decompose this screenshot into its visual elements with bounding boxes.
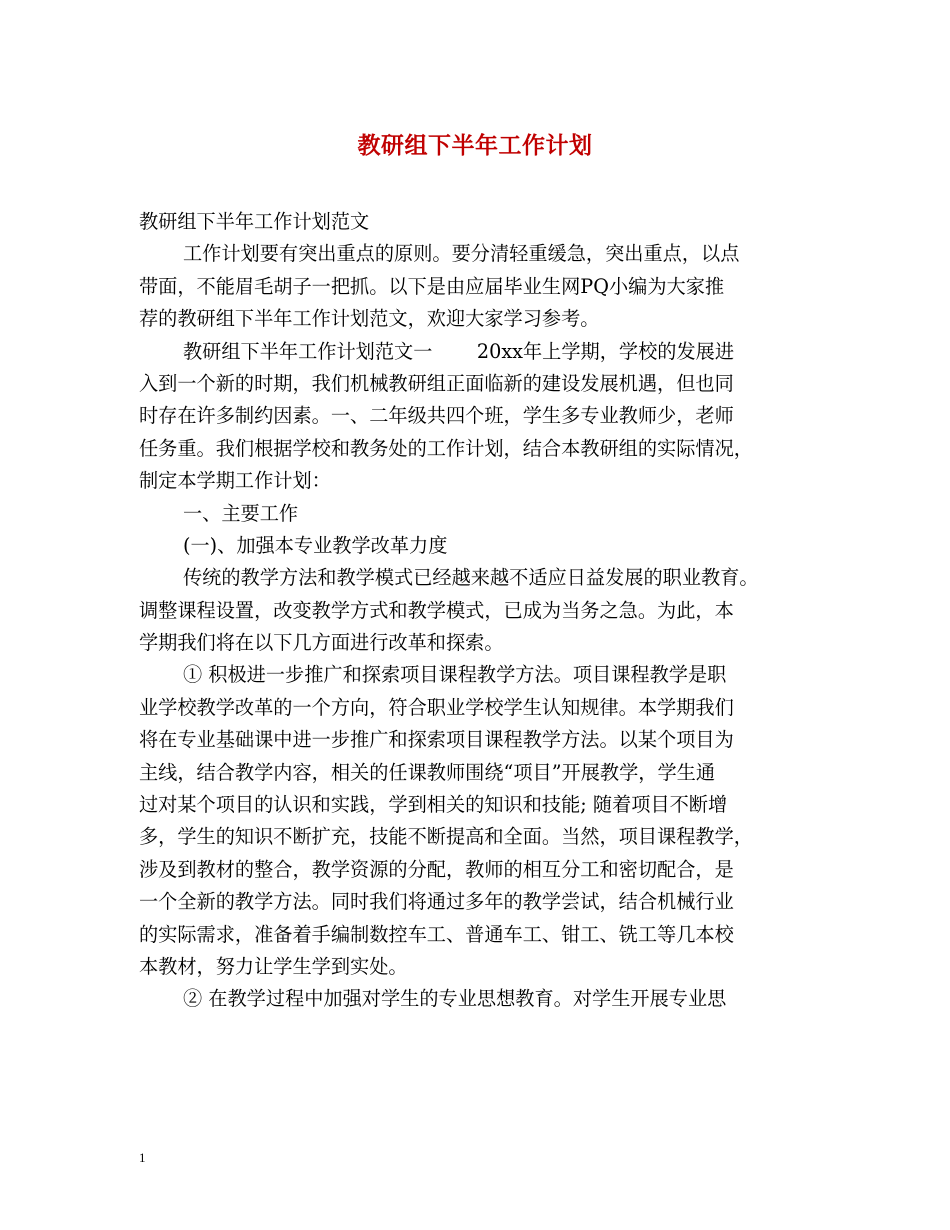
text-line: 多，学生的知识不断扩充，技能不断提高和全面。当然，项目课程教学， <box>139 825 753 849</box>
text-line: 将在专业基础课中进一步推广和探索项目课程教学方法。以某个项目为 <box>139 728 734 752</box>
text-line: 教研组下半年工作计划范文一 20xx年上学期，学校的发展进 <box>183 339 735 363</box>
text-line: 本教材，努力让学生学到实处。 <box>139 954 408 978</box>
text-line: 入到一个新的时期，我们机械教研组正面临新的建设发展机遇，但也同 <box>139 371 734 395</box>
text-line: 业学校教学改革的一个方向，符合职业学校学生认知规律。本学期我们 <box>139 695 734 719</box>
text-line: 工作计划要有突出重点的原则。要分清轻重缓急，突出重点，以点 <box>183 242 740 266</box>
text-line: ② 在教学过程中加强对学生的专业思想教育。对学生开展专业思 <box>183 987 727 1011</box>
text-line: 主线，结合教学内容，相关的任课教师围绕“项目”开展教学，学生通 <box>139 760 716 784</box>
text-line: 学期我们将在以下几方面进行改革和探索。 <box>139 631 504 655</box>
text-line: 带面，不能眉毛胡子一把抓。以下是由应届毕业生网PQ小编为大家推 <box>139 274 725 298</box>
page-number: 1 <box>139 1150 146 1165</box>
text-line: 荐的教研组下半年工作计划范文，欢迎大家学习参考。 <box>139 307 600 331</box>
text-line: 传统的教学方法和教学模式已经越来越不适应日益发展的职业教育。 <box>183 566 759 590</box>
text-line: 的实际需求，准备着手编制数控车工、普通车工、钳工、铣工等几本校 <box>139 922 734 946</box>
text-line: 一个全新的教学方法。同时我们将通过多年的教学尝试，结合机械行业 <box>139 890 734 914</box>
text-line: 一、主要工作 <box>183 501 299 525</box>
text-line: 调整课程设置，改变教学方式和教学模式，已成为当务之急。为此，本 <box>139 598 734 622</box>
text-line: 制定本学期工作计划： <box>139 469 331 493</box>
text-line: 教研组下半年工作计划范文 <box>139 210 370 233</box>
text-line: 涉及到教材的整合，教学资源的分配，教师的相互分工和密切配合，是 <box>139 857 734 881</box>
text-line: 过对某个项目的认识和实践，学到相关的知识和技能; 随着项目不断增 <box>139 793 728 817</box>
text-line: ① 积极进一步推广和探索项目课程教学方法。项目课程教学是职 <box>183 663 727 687</box>
document-body <box>139 206 822 1016</box>
text-line: 时存在许多制约因素。一、二年级共四个班，学生多专业教师少，老师 <box>139 404 734 428</box>
text-line: 任务重。我们根据学校和教务处的工作计划，结合本教研组的实际情况， <box>139 436 753 460</box>
document-title: 教研组下半年工作计划 <box>357 132 593 159</box>
text-line: (一)、加强本专业教学改革力度 <box>183 533 448 557</box>
